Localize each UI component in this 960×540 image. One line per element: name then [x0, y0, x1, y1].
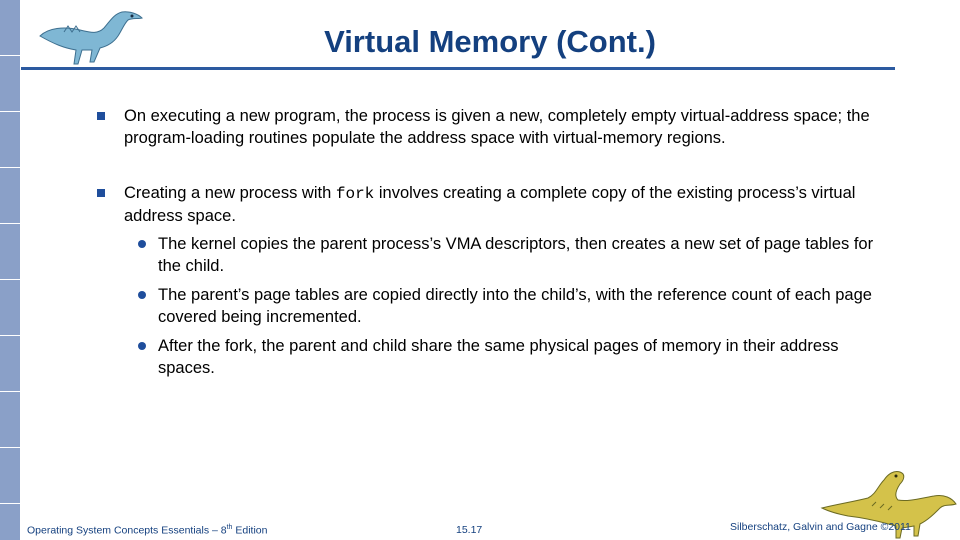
round-bullet-icon	[138, 291, 146, 299]
bullet-1-text: On executing a new program, the process is given a new, completely empty virtual-address space; the program-loading routines populate the address space with virtual-memory regions.	[124, 107, 870, 147]
sub-bullet-1-text: The kernel copies the parent process’s VMA descriptors, then creates a new set of page tables for the child.	[158, 235, 874, 275]
sidebar-grid	[0, 0, 21, 540]
square-bullet-icon	[97, 112, 105, 120]
footer-authors: Silberschatz, Galvin and Gagne ©2011	[730, 521, 911, 533]
footer-left-prefix: Operating System Concepts Essentials – 8	[27, 524, 227, 537]
round-bullet-icon	[138, 240, 146, 248]
sub-bullet-3	[158, 335, 858, 379]
slide-title: Virtual Memory (Cont.)	[324, 24, 656, 59]
sidebar-divider	[20, 0, 21, 540]
sub-bullet-1	[158, 233, 878, 277]
footer-left-suffix: Edition	[232, 524, 268, 537]
left-sidebar-decoration	[0, 0, 21, 540]
bullet-2-text-before: Creating a new process with	[124, 184, 336, 202]
sub-bullet-2	[158, 284, 878, 328]
footer-book-title	[27, 524, 267, 537]
page-number: 15.17	[456, 524, 483, 536]
bullet-2-text-after: involves creating a complete copy of the existing process’s virtual address space.	[124, 184, 856, 225]
square-bullet-icon	[97, 189, 105, 197]
fork-code: fork	[335, 185, 375, 203]
bullet-1	[124, 105, 884, 149]
sub-bullet-2-text: The parent’s page tables are copied directly into the child’s, with the reference count of each page covered being incremented.	[158, 286, 872, 326]
round-bullet-icon	[138, 342, 146, 350]
title-underline	[21, 67, 895, 70]
bullet-2	[124, 182, 894, 227]
footer-left-sup: th	[226, 524, 233, 531]
sub-bullet-3-text: After the fork, the parent and child share the same physical pages of memory in their address spaces.	[158, 337, 839, 377]
